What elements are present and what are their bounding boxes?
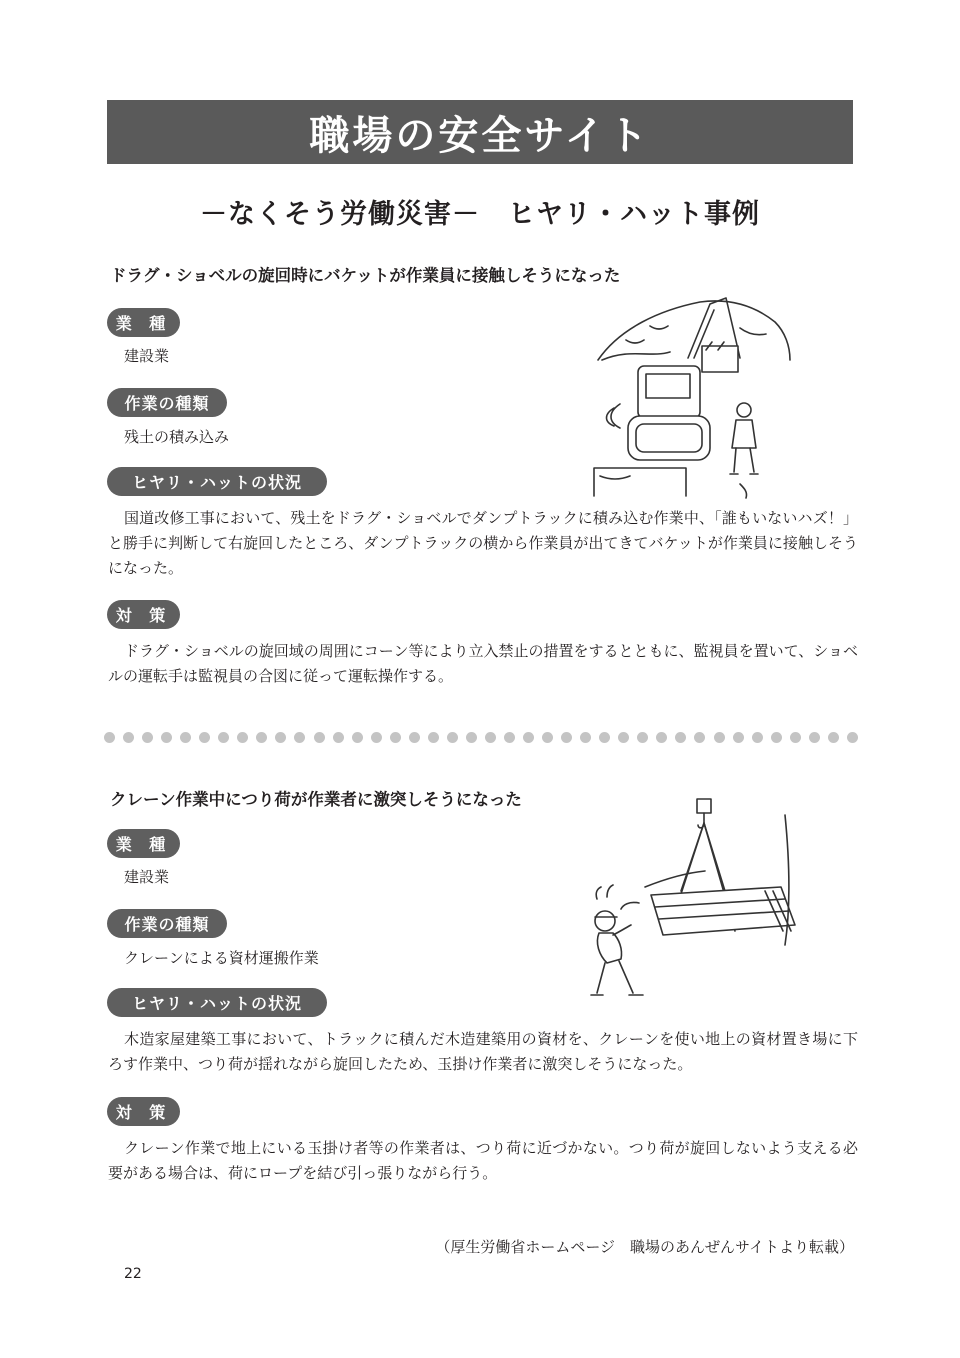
case2-incident-label: ヒヤリ・ハットの状況 <box>107 988 327 1017</box>
case1-industry-value: 建設業 <box>124 347 170 365</box>
case1-work-type-label: 作業の種類 <box>107 388 227 417</box>
case1-title: ドラグ・ショベルの旋回時にバケットが作業員に接触しそうになった <box>110 266 621 285</box>
section-divider <box>104 731 858 743</box>
case2-industry-label: 業 種 <box>107 829 180 858</box>
case1-countermeasure-label: 対 策 <box>107 600 180 629</box>
case2-work-type-value: クレーンによる資材運搬作業 <box>124 949 319 967</box>
page-title: 職場の安全サイト <box>309 112 651 159</box>
case2-countermeasure-text: クレーン作業で地上にいる玉掛け者等の作業者は、つり荷に近づかない。つり荷が旋回しないよう支える必要がある場合は、荷にロープを結び引っ張りながら行う。 <box>108 1139 858 1182</box>
excavator-illustration <box>590 288 800 500</box>
case1-countermeasure-text: ドラグ・ショベルの旋回域の周囲にコーン等により立入禁止の措置をするとともに、監視員を置いて、ショベルの運転手は監視員の合図に従って運転操作する。 <box>108 642 858 685</box>
case1-incident-text: 国道改修工事において、残土をドラグ・ショベルでダンプトラックに積み込む作業中、「誰もいないハズ！」と勝手に判断して右旋回したところ、ダンプトラックの横から作業員が出てきてバケットが作業員に接触しそうになった。 <box>108 509 858 577</box>
case1-incident-label: ヒヤリ・ハットの状況 <box>107 467 327 496</box>
case2-title: クレーン作業中につり荷が作業者に激突しそうになった <box>110 790 522 809</box>
case1-work-type-value: 残土の積み込み <box>124 428 230 446</box>
page-subtitle: －なくそう労働災害－ ヒヤリ・ハット事例 <box>200 199 760 230</box>
page-number: 22 <box>124 1266 142 1282</box>
case2-industry-value: 建設業 <box>124 868 170 886</box>
case2-work-type-label: 作業の種類 <box>107 909 227 938</box>
case1-industry-label: 業 種 <box>107 308 180 337</box>
page-banner <box>107 100 853 164</box>
case2-countermeasure-label: 対 策 <box>107 1097 180 1126</box>
crane-load-illustration <box>585 795 800 1007</box>
case2-incident-text: 木造家屋建築工事において、トラックに積んだ木造建築用の資材を、クレーンを使い地上の資材置き場に下ろす作業中、つり荷が揺れながら旋回したため、玉掛け作業者に激突しそうになった。 <box>108 1030 858 1073</box>
source-credit: （厚生労働省ホームページ 職場のあんぜんサイトより転載） <box>435 1238 854 1256</box>
